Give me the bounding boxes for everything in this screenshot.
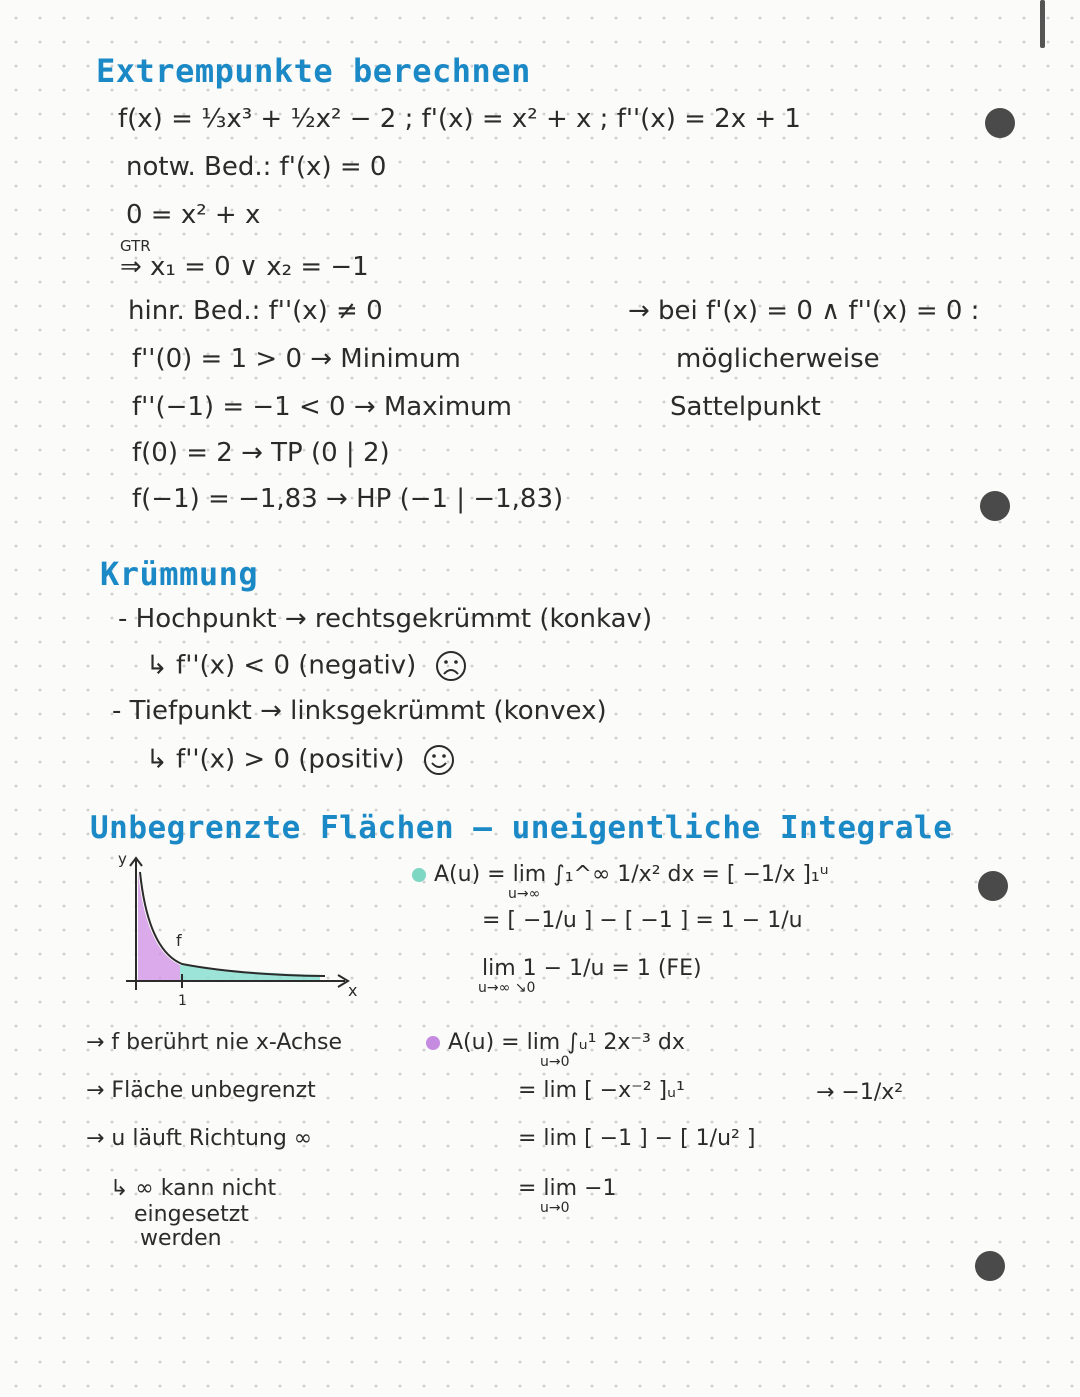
second-derivative-at-0: f''(0) = 1 > 0 → Minimum [132,344,461,374]
sufficient-condition: hinr. Bed.: f''(x) ≠ 0 [128,296,383,326]
section-title-kruemmung: Krümmung [100,555,259,593]
curvature-hochpunkt: - Hochpunkt → rechtsgekrümmt (konkav) [118,604,653,634]
note-line4: ↳ ∞ kann nicht [110,1176,277,1201]
section-title-extrempunkte: Extrempunkte berechnen [96,52,531,90]
bullet-purple-icon [426,1036,440,1050]
example1-line1: A(u) = lim ∫₁^∞ 1/x² dx = [ −1/x ]₁ᵘ [412,862,829,887]
note-line1: → f berührt nie x-Achse [86,1030,343,1055]
note-line5: eingesetzt [134,1202,249,1227]
note-line3: → u läuft Richtung ∞ [86,1126,313,1151]
side-note-line3: Sattelpunkt [670,392,821,422]
example2-limit-sub2: u→0 [540,1200,570,1216]
example2-line4: = lim −1 [518,1176,617,1201]
curvature-hochpunkt-condition: ↳ f''(x) < 0 (negativ) [146,650,467,682]
solutions-line: ⇒ x₁ = 0 ∨ x₂ = −1 [120,252,369,282]
punch-hole [985,108,1015,138]
punch-hole [980,491,1010,521]
page-edge-mark [1040,0,1045,48]
function-definition: f(x) = ⅓x³ + ½x² − 2 ; f'(x) = x² + x ; f''(x) = 2x + 1 [118,104,801,134]
example1-limit-sub: u→∞ [508,886,541,902]
second-derivative-at-minus-1: f''(−1) = −1 < 0 → Maximum [132,392,512,422]
margin-note: → −1/x² [816,1080,904,1105]
function-value-at-0: f(0) = 2 → TP (0 | 2) [132,438,390,468]
note-line2: → Fläche unbegrenzt [86,1078,316,1103]
example1-line2: = [ −1/u ] − [ −1 ] = 1 − 1/u [482,908,803,933]
curvature-tiefpunkt-condition: ↳ f''(x) > 0 (positiv) [146,744,455,776]
happy-face-icon [423,744,455,776]
example2-line1: A(u) = lim ∫ᵤ¹ 2x⁻³ dx [426,1030,685,1055]
example2-line3: = lim [ −1 ] − [ 1/u² ] [518,1126,756,1151]
function-value-at-minus-1: f(−1) = −1,83 → HP (−1 | −1,83) [132,484,564,514]
area-0-to-1 [138,872,180,980]
necessary-condition: notw. Bed.: f'(x) = 0 [126,152,387,182]
bullet-green-icon [412,868,426,882]
note-line6: werden [140,1226,222,1251]
gtr-label: GTR [120,237,151,255]
punch-hole [978,871,1008,901]
tick-label: 1 [178,993,187,1009]
side-note-line1: → bei f'(x) = 0 ∧ f''(x) = 0 : [628,296,980,326]
punch-hole [975,1251,1005,1281]
example1-line3: lim 1 − 1/u = 1 (FE) [482,956,702,981]
side-note-line2: möglicherweise [676,344,880,374]
equation-line: 0 = x² + x [126,200,261,230]
x-axis-label: x [348,981,358,1000]
sad-face-icon [435,650,467,682]
example2-line2: = lim [ −x⁻² ]ᵤ¹ [518,1078,685,1103]
example1-limit-sub2: u→∞ ↘0 [478,980,536,996]
y-axis-label: y [118,850,127,868]
curve-label: f [176,931,182,950]
improper-integral-sketch [110,850,370,1010]
example2-limit-sub: u→0 [540,1054,570,1070]
curvature-tiefpunkt: - Tiefpunkt → linksgekrümmt (konvex) [112,696,607,726]
section-title-unbegrenzte-flaechen: Unbegrenzte Flächen – uneigentliche Integrale [90,810,953,846]
